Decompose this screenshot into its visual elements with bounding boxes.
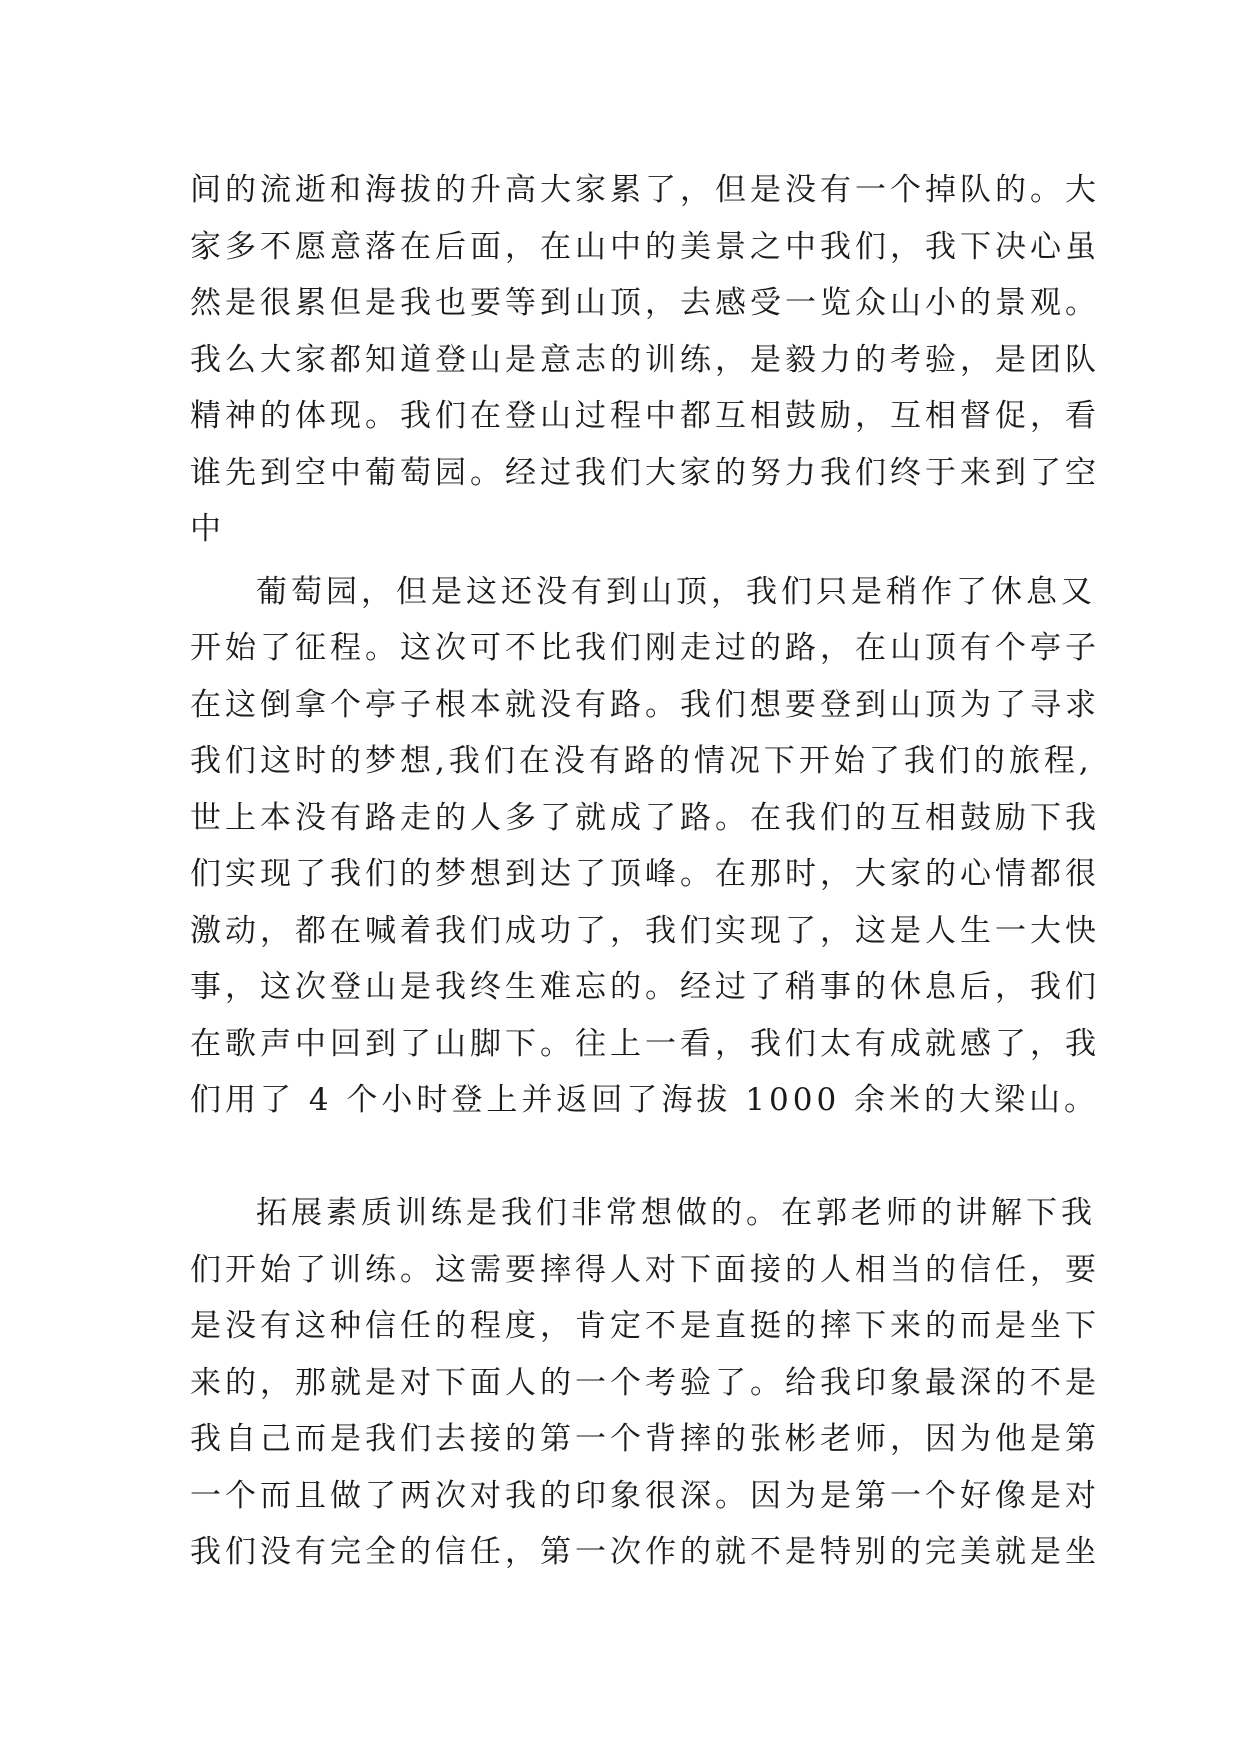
document-body <box>190 162 1100 1581</box>
paragraph-2 <box>190 564 1100 1186</box>
text-line: 葡萄园，但是这还没有到山顶，我们只是稍作了休息又 <box>256 573 1096 610</box>
text-line: 们开始了训练。这需要摔得人对下面接的人相当的信任，要 <box>190 1251 1100 1288</box>
text-line: 我自己而是我们去接的第一个背摔的张彬老师，因为他是第 <box>190 1421 1100 1457</box>
text-line: 然是很累但是我也要等到山顶，去感受一览众山小的景观。 <box>190 285 1100 321</box>
text-line: 精神的体现。我们在登山过程中都互相鼓励，互相督促，看 <box>190 398 1100 434</box>
text-line: 谁先到空中葡萄园。经过我们大家的努力我们终于来到了空 <box>190 454 1100 491</box>
text-line: 激动，都在喊着我们成功了，我们实现了，这是人生一大快 <box>190 912 1100 949</box>
text-line <box>190 1129 1070 1186</box>
text-line: 一个而且做了两次对我的印象很深。因为是第一个好像是对 <box>190 1477 1100 1514</box>
text-line: 是没有这种信任的程度，肯定不是直挺的摔下来的而是坐下 <box>190 1308 1100 1344</box>
text-line: 中 <box>190 511 225 547</box>
text-line: 家多不愿意落在后面，在山中的美景之中我们，我下决心虽 <box>190 228 1100 265</box>
text-line: 世上本没有路走的人多了就成了路。在我们的互相鼓励下我 <box>190 799 1100 836</box>
paragraph-3 <box>190 1185 1100 1581</box>
text-line: 们用了 4 个小时登上并返回了海拔 1000 余米的大梁山。 <box>190 1082 1100 1118</box>
text-line: 拓展素质训练是我们非常想做的。在郭老师的讲解下我 <box>256 1195 1096 1231</box>
text-line: 我们没有完全的信任，第一次作的就不是特别的完美就是坐 <box>190 1534 1100 1570</box>
text-line: 在歌声中回到了山脚下。往上一看，我们太有成就感了，我 <box>190 1025 1100 1062</box>
text-line: 我么大家都知道登山是意志的训练，是毅力的考验，是团队 <box>190 341 1100 378</box>
text-line: 开始了征程。这次可不比我们刚走过的路，在山顶有个亭子 <box>190 630 1100 666</box>
text-line: 事，这次登山是我终生难忘的。经过了稍事的休息后，我们 <box>190 969 1100 1005</box>
text-line: 在这倒拿个亭子根本就没有路。我们想要登到山顶为了寻求 <box>190 686 1100 723</box>
text-line: 们实现了我们的梦想到达了顶峰。在那时，大家的心情都很 <box>190 856 1100 892</box>
paragraph-1 <box>190 162 1100 558</box>
text-line: 间的流逝和海拔的升高大家累了，但是没有一个掉队的。大 <box>190 172 1100 208</box>
text-line: 我们这时的梦想,我们在没有路的情况下开始了我们的旅程, <box>190 743 1093 779</box>
text-line: 来的，那就是对下面人的一个考验了。给我印象最深的不是 <box>190 1364 1100 1401</box>
